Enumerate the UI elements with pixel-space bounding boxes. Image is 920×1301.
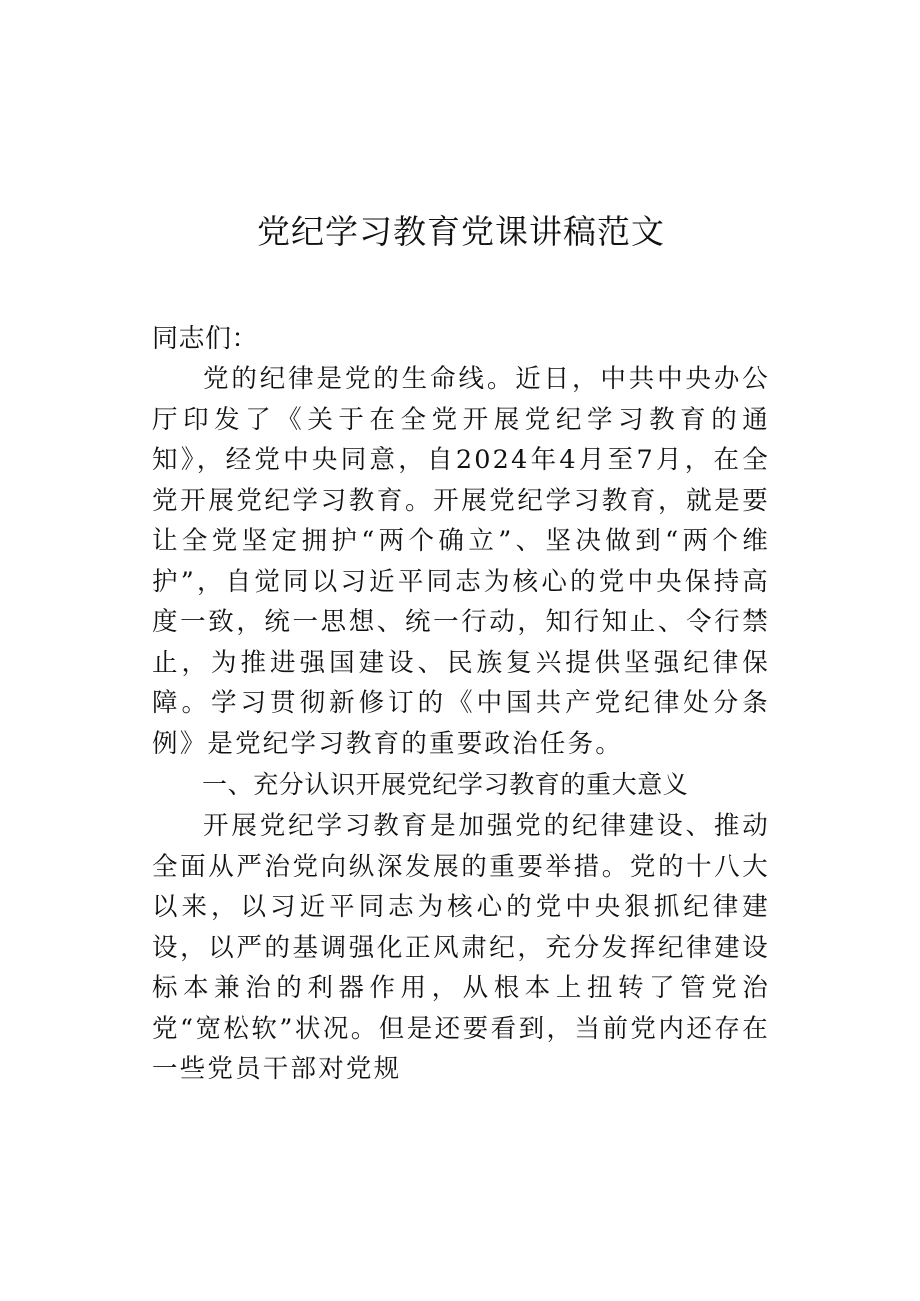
section-heading: 一、充分认识开展党纪学习教育的重大意义: [202, 770, 689, 799]
document-title: 党纪学习教育党课讲稿范文: [257, 212, 665, 251]
salutation: 同志们：: [152, 324, 259, 354]
section-paragraph: 开展党纪学习教育是加强党的纪律建设、推动全面从严治党向纵深发展的重要举措。党的十八大以来，以习近平同志为核心的党中央狠抓纪律建设，以严的基调强化正风肃纪，充分发挥纪律建设标本兼治的利器作用，从根本上扭转了管党治党“宽松软”状况。但是还要看到，当前党内还存在一些党员干部对党规: [152, 811, 770, 1084]
document-body: [152, 205, 770, 1090]
intro-paragraph: 党的纪律是党的生命线。近日，中共中央办公厅印发了《关于在全党开展党纪学习教育的通知》，经党中央同意，自2024年4月至7月，在全党开展党纪学习教育。开展党纪学习教育，就是要让全党坚定拥护“两个确立”、坚决做到“两个维护”，自觉同以习近平同志为核心的党中央保持高度一致，统一思想、统一行动，知行知止、令行禁止，为推进强国建设、民族复兴提供坚强纪律保障。学习贯彻新修订的《中国共产党纪律处分条例》是党纪学习教育的重要政治任务。: [152, 364, 770, 759]
